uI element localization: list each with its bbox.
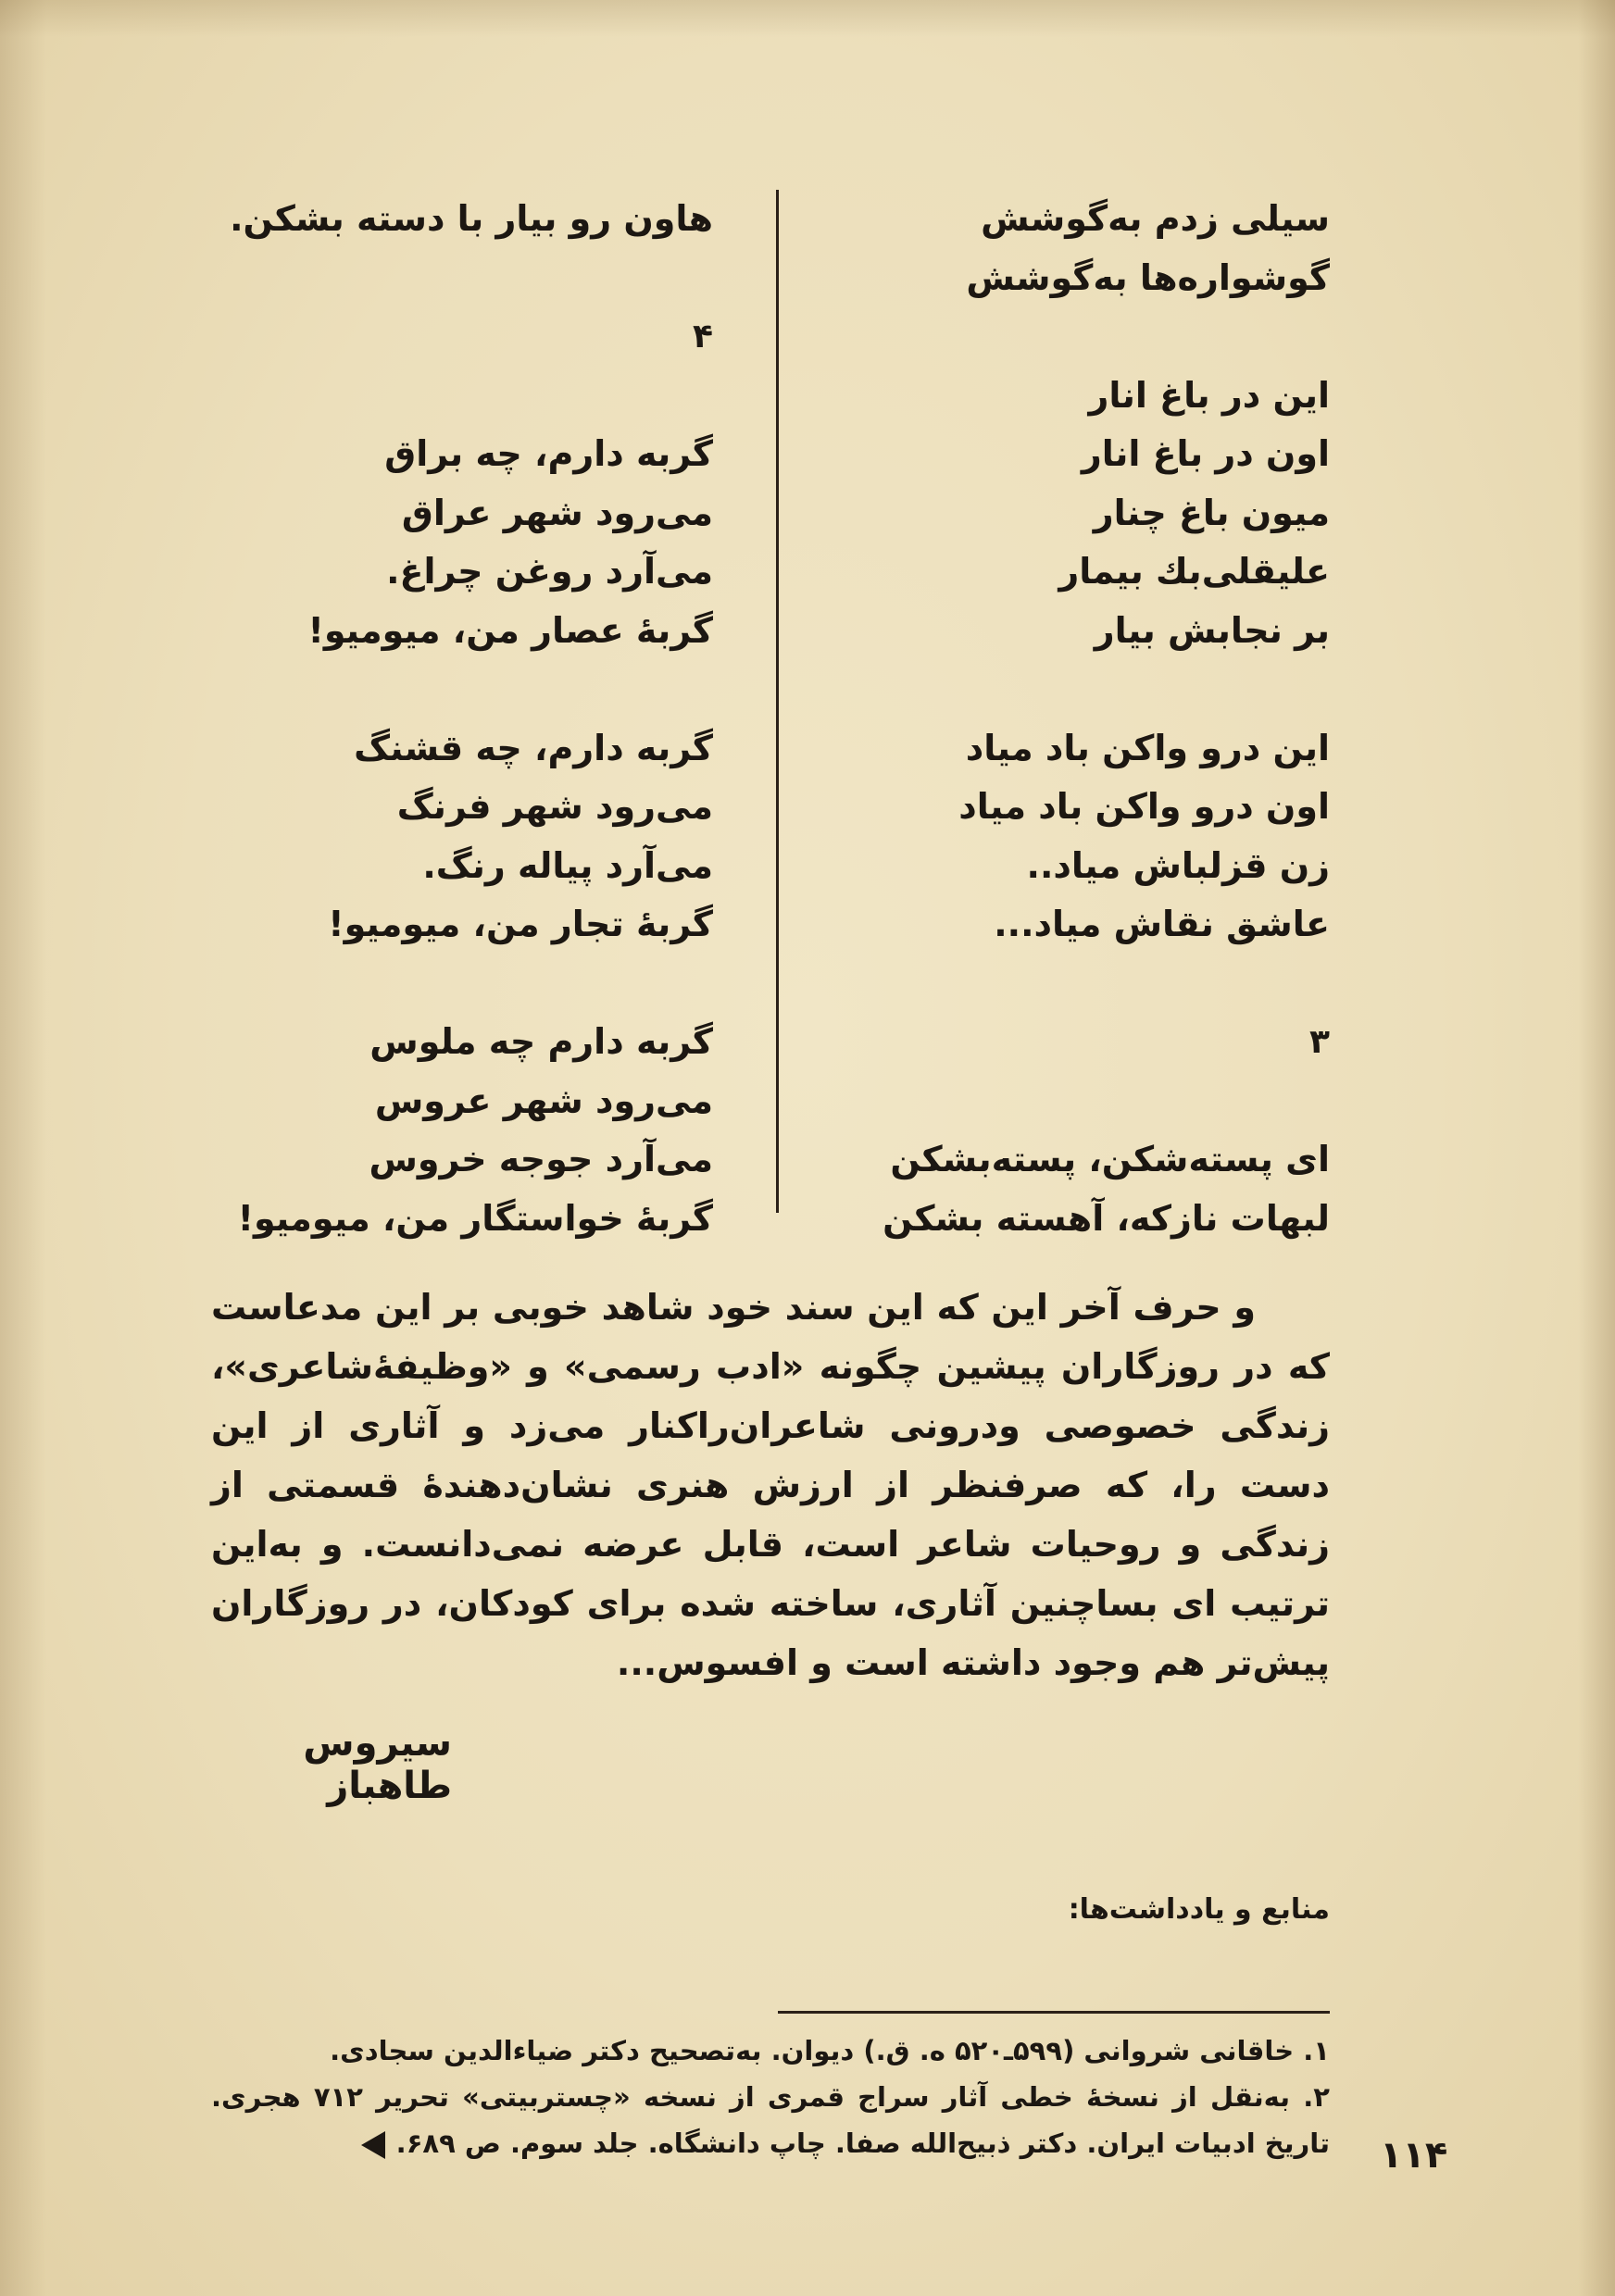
poem-line: می‌آرد جوجه خروس [369,1139,713,1179]
section-number-4: ۴ [693,318,713,356]
poem-line: عاشق نقاش میاد... [994,904,1330,944]
footnote-2-text: ۲. به‌نقل از نسخهٔ خطی آثار سراج قمری از نسخه «چستربیتی» تحریر ۷۱۲ هجری. تاریخ ادبیات ایران. دکتر ذبیح‌الله صفا. چاپ دانشگاه. جلد سوم. ص ۶۸۹. [211,2081,1330,2159]
poem-line: این در باغ انار [1088,374,1330,416]
poem-line: گربه دارم، چه قشنگ [354,727,713,768]
poem-line: می‌آرد روغن چراغ. [386,551,713,592]
poem-line: این درو واکن باد میاد [965,727,1330,768]
footnote-1: ۱. خاقانی شروانی (۵۹۹ـ۵۲۰ ه. ق.) دیوان. به‌تصحیح دکتر ضیاءالدین سجادی. [330,2035,1330,2066]
poem-line: هاون رو بیار با دسته بشکن. [230,198,713,239]
poem-line: زن قزلباش میاد.. [1026,844,1330,886]
page-edge-shadow-left [0,0,46,2296]
poem-line: بر نجابش بیار [1094,609,1330,651]
poem-line: سیلی زدم به‌گوشش [981,198,1330,239]
poem-line: گربه دارم، چه براق [384,433,713,474]
triangle-pointer-icon [361,2131,385,2159]
poem-line: اون در باغ انار [1081,433,1330,474]
poem-line: گوشواره‌ها به‌گوشش [966,256,1330,298]
poem-line: می‌آرد پیاله رنگ. [422,844,713,886]
author-name: سیروس طاهباز [303,1722,452,1807]
poem-line: گربهٔ خواستگار من، میومیو! [237,1197,713,1239]
poem-line: گربهٔ تجار من، میومیو! [328,904,713,944]
column-divider [776,190,779,1213]
sources-heading: منابع و یادداشت‌ها: [1068,1893,1330,1926]
page-edge-shadow-right [1578,0,1615,2296]
poem-line: میون باغ چنار [1093,492,1330,533]
poem-line: اون درو واکن باد میاد [958,786,1330,827]
poem-line: گربه دارم چه ملوس [369,1021,713,1062]
poem-column-right [883,190,1330,1248]
section-number-3: ۳ [1309,1023,1330,1061]
footnote-rule [778,2011,1330,2014]
footnote-2 [211,2074,1330,2166]
poem-column-left [230,190,713,1248]
prose-paragraph: و حرف آخر این که این سند خود شاهد خوبی بر این مدعاست که در روزگاران پیشین چگونه «ادب رسمی» و «وظیفهٔ‌شاعری»، زندگی خصوصی ودرونی شاعران‌راکنار می‌زد و آثاری از این دست را، که صرفنظر از ارزش هنری نشان‌دهندهٔ قسمتی از زندگی و روحیات شاعر است، قابل عرضه نمی‌دانست. و به‌این ترتیب ای بساچنین آثاری، ساخته شده برای کودکان، در روزگاران پیش‌تر هم وجود داشته است و افسوس... [211,1287,1330,1683]
poem-line: لبهات نازکه، آهسته بشکن [883,1197,1330,1239]
poem-line: می‌رود شهر عراق [401,492,713,533]
poem-line: می‌رود شهر عروس [374,1079,713,1121]
poem-line: می‌رود شهر فرنگ [396,786,713,827]
poem-line: علیقلی‌بك بیمار [1058,551,1330,592]
footnotes [211,2028,1330,2166]
poem-line: ای پسته‌شکن، پسته‌بشکن [890,1139,1330,1179]
poem-line: گربهٔ عصار من، میومیو! [307,609,713,651]
page-number: ۱۱۴ [1380,2134,1448,2177]
